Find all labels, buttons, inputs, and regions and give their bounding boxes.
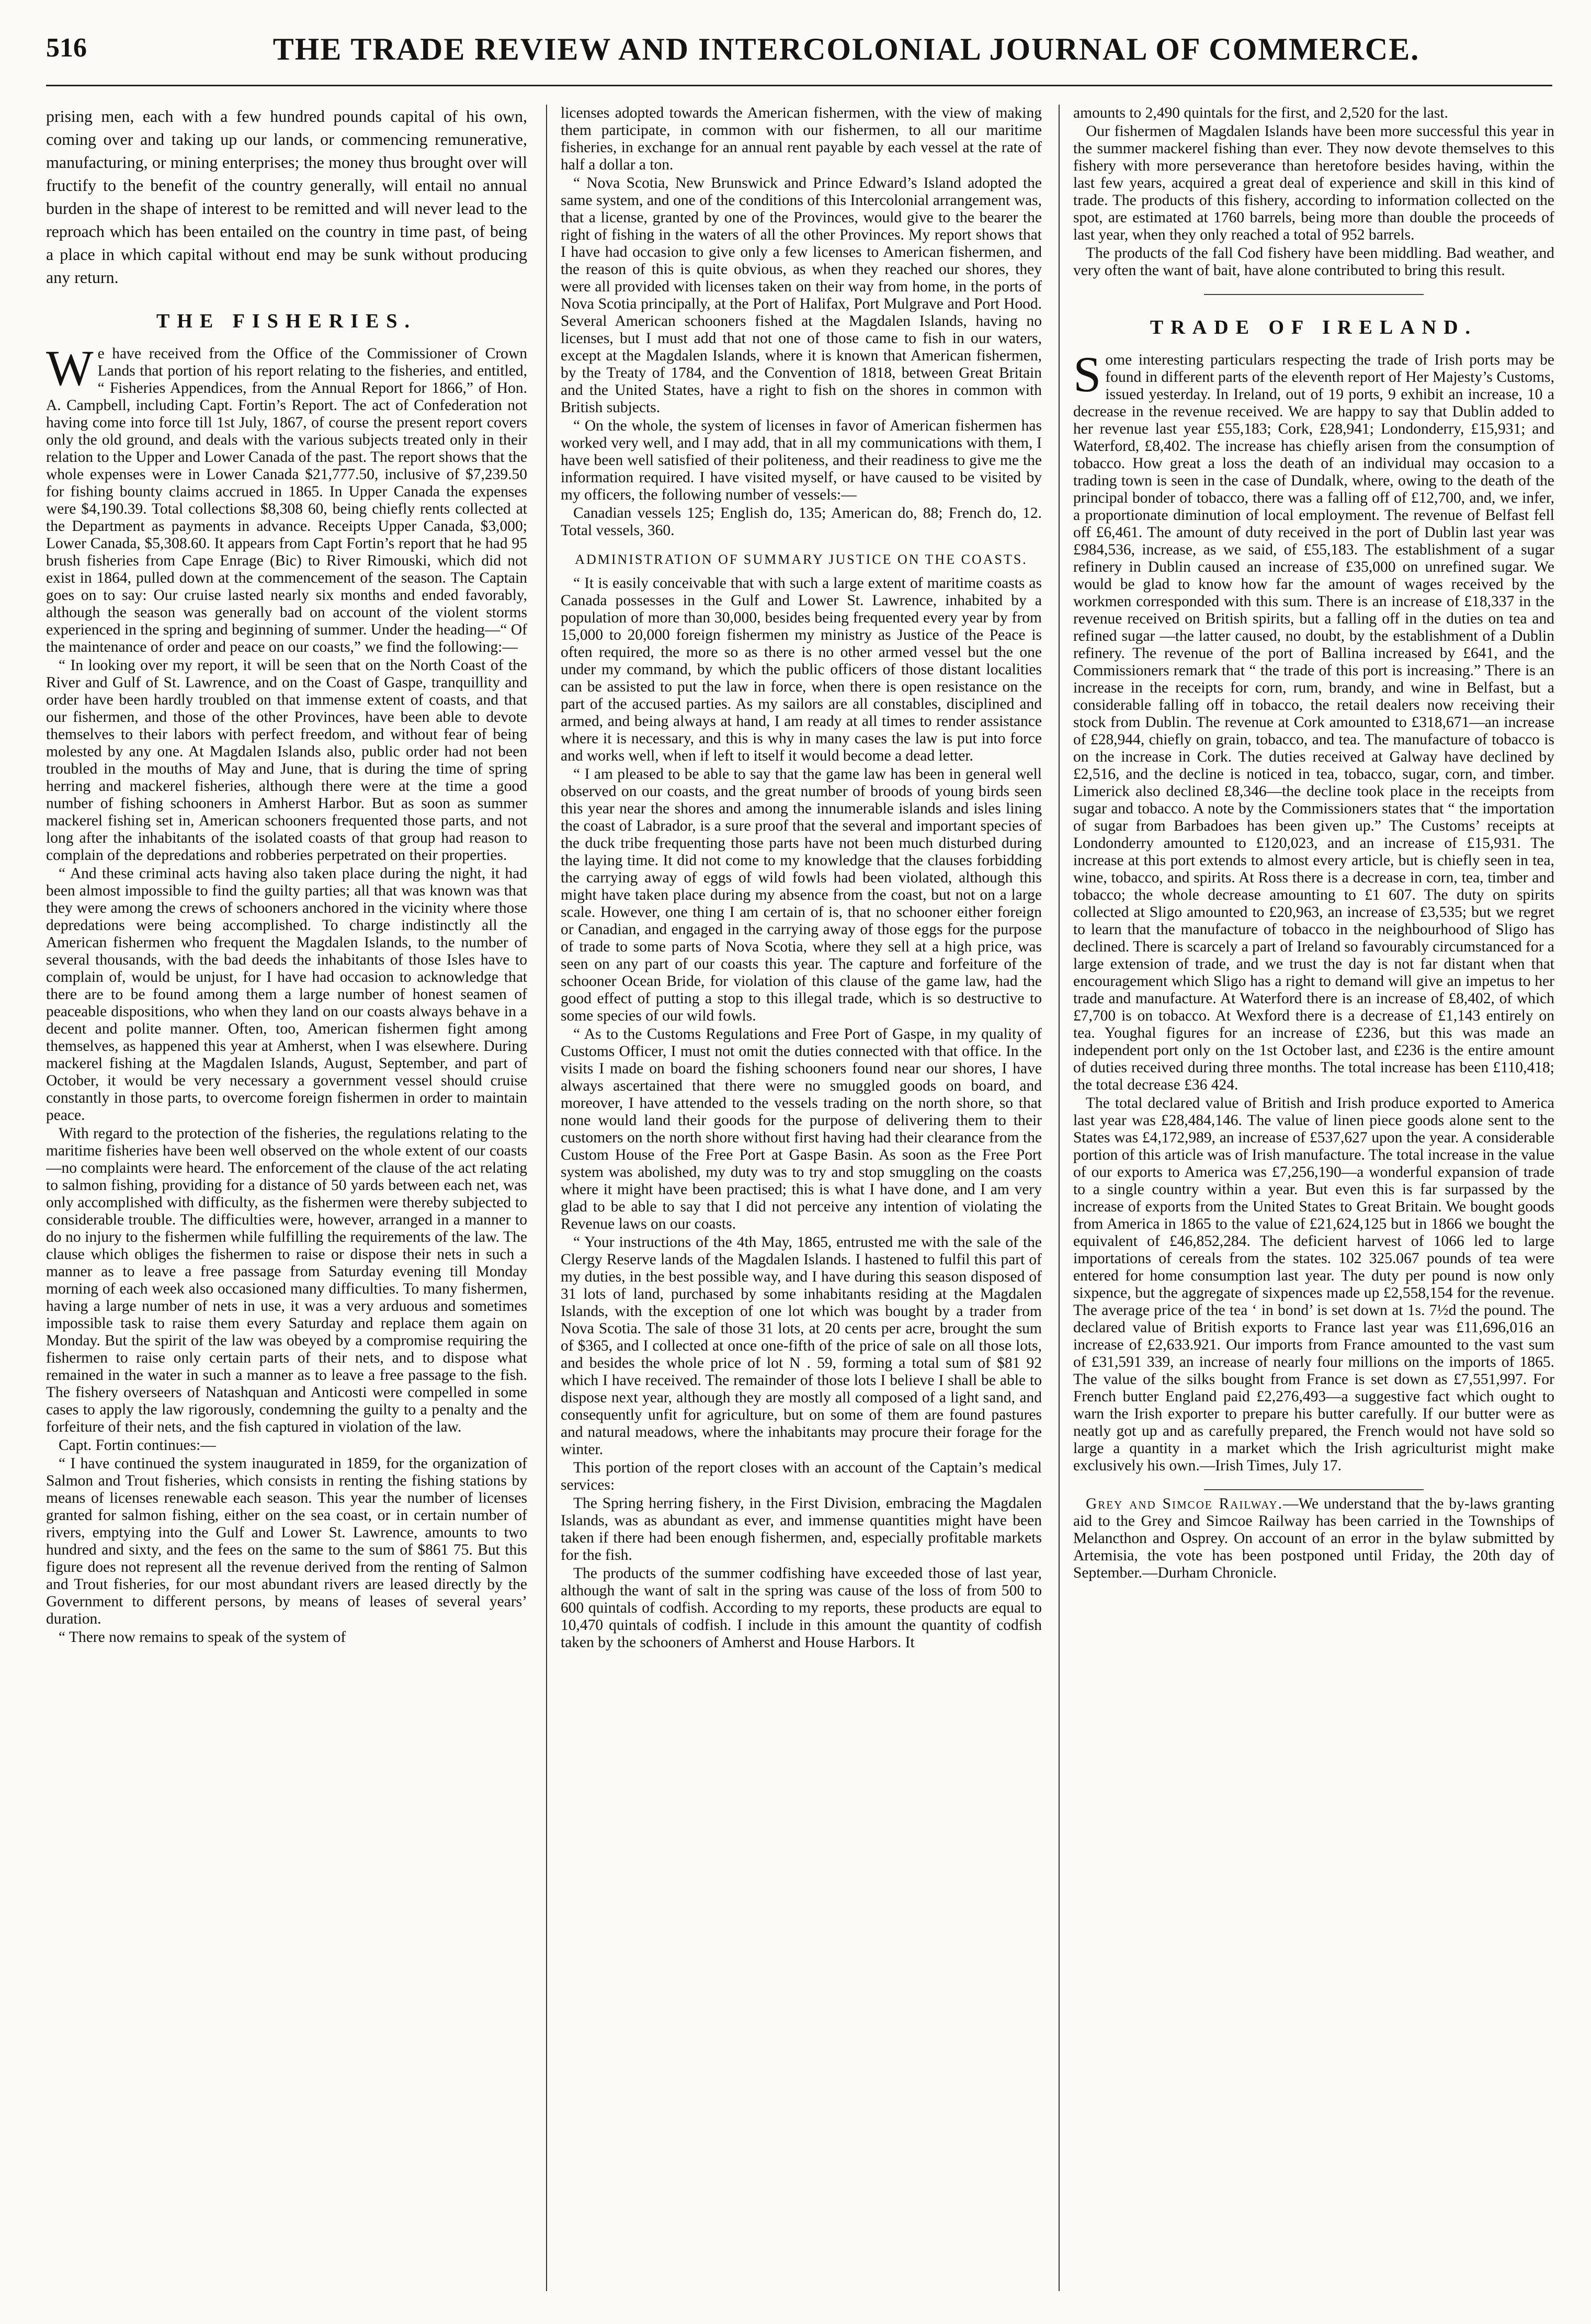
article-paragraph: “ Your instructions of the 4th May, 1865, entrusted me with the sale of the Clergy Reserve lands of the Magdalen Islands. I hastened to fulfil this part of my duties, in the best possible way, and I have during this season disposed of 31 lots of land, purchased by some inhabitants residing at the Magdalen Islands, with the exception of one lot which was bought by a trader from Nova Scotia. The sale of those 31 lots, at 20 cents per acre, brought the sum of $365, and I collected at once one-fifth of the price of sale on all those lots, and besides the whole price of lot N . 59, forming a total sum of $81 92 which I have received. The remainder of those lots I believe I shall be able to dispose next year, although they are mostly all composed of a light sand, and consequently unfit for agriculture, but on some of them are found pastures and natural meadows, where the inhabitants may procure their forage for the winter. [561,1234,1042,1458]
article-paragraph: Canadian vessels 125; English do, 135; American do, 88; French do, 12. Total vessels, 360. [561,505,1042,539]
page-header [46,27,1552,86]
railway-lead: Grey and Simcoe Railway. [1086,1495,1283,1512]
section-divider [1204,1489,1424,1490]
article-paragraph: amounts to 2,490 quintals for the first, and 2,520 for the last. [1073,105,1448,121]
article-paragraph: “ As to the Customs Regulations and Free Port of Gaspe, in my quality of Customs Officer, I must not omit the duties connected with that office. In the visits I made on board the fishing schooners found near our shores, I have always ascertained that there were no smuggled goods on board, and moreover, I have attended to the vessels trading on the north shore, so that none would land their goods for the purpose of delivering them to their customers on the north shore without first having had their clearance from the Custom House of the Free Port at Gaspe Basin. As soon as the Free Port system was abolished, my duty was to try and stop smuggling on the coasts where it might have been practised; this is what I have done, and I am very glad to be able to say that I did not perceive any intention of violating the Revenue laws on our coasts. [561,1026,1042,1232]
article-paragraph: “ There now remains to speak of the system of [59,1629,346,1646]
column-3 [1073,105,1554,2302]
article-paragraph: “ In looking over my report, it will be seen that on the North Coast of the River and Gulf of St. Lawrence, and on the Coast of Gaspe, tranquillity and order have been hardly troubled on that immense extent of coasts, and that our fishermen, and those of the other Provinces, have been able to devote themselves to their labors with perfect freedom, and without fear of being molested by any one. At Magdalen Islands also, public order had not been troubled in the mouths of May and June, that is during the time of spring herring and mackerel fisheries, although there were at the time a good number of fishing schooners in Amherst Harbor. But as soon as summer mackerel fishing set in, American schooners frequented those parts, and not long after the inhabitants of the isolated coasts of that group had reason to complain of the depredations and robberies perpetrated on their properties. [46,657,527,864]
column-divider [1059,105,1060,2291]
railway-text: —We understand that the by-laws granting aid to the Grey and Simcoe Railway has been carried in the Townships of Melancthon and Osprey. On account of an error in the bylaw submitted by Artemisia, the vote has been postponed until Friday, the 20th day of September.—Durham Chronicle. [1073,1495,1554,1581]
ireland-heading: TRADE OF IRELAND. [1150,316,1478,338]
article-paragraph: “ Nova Scotia, New Brunswick and Prince Edward’s Island adopted the same system, and one of the conditions of this Intercolonial arrangement was, that a license, granted by one of the Provinces, would give to the bearer the right of fishing in the waters of all the other Provinces. My report shows that I have had occasion to give only a few licenses to American fishermen, and the reason of this is quite obvious, as when they reached our shores, they were all provided with licenses taken on their way from home, in the ports of Nova Scotia principally, at the Port of Halifax, Port Mulgrave and Port Hood. Several American schooners fished at the Magdalen Islands, having no licenses, but I must add that not one of those came to fish in our waters, except at the Magdalen Islands, where it is known that American fishermen, by the Treaty of 1784, and the Convention of 1818, between Great Britain and the United States, have a right to fish on the shores in common with British subjects. [561,175,1042,416]
article-paragraph: This portion of the report closes with an account of the Captain’s medical services: [561,1459,1042,1493]
article-paragraph: With regard to the protection of the fisheries, the regulations relating to the maritime fisheries have been well observed on the whole extent of our coasts —no complaints were heard. The enforcement of the clause of the act relating to salmon fishing, providing for a distance of 50 yards between each net, was only accomplished with difficulty, as the fishermen were thereby subjected to considerable trouble. The difficulties were, however, arranged in a manner to do no injury to the fishermen while fulfilling the requirements of the law. The clause which obliges the fishermen to raise or dispose their nets in such a manner as to leave a free passage from Saturday evening till Monday morning of each week also occasioned many difficulties. To many fishermen, having a large number of nets in use, it was a very arduous and sometimes impossible task to raise them every Saturday and replace them again on Monday. But the spirit of the law was obeyed by a compromise requiring the fishermen to raise only certain parts of their nets, and to dispose what remained in the water in such a manner as to leave a free passage to the fish. The fishery overseers of Natashquan and Anticosti were compelled in some cases to apply the law rigorously, condemning the guilty to a penalty and the forfeiture of their nets, and the fish captured in violation of the law. [46,1125,527,1435]
article-paragraph: We have received from the Office of the Commissioner of Crown Lands that portion of his report relating to the fisheries, and entitled, “ Fisheries Appendices, from the Annual Report for 1866,” of Hon. A. Campbell, including Capt. Fortin’s Report. The act of Confederation not having come into force till 1st July, 1867, of course the present report covers only the old ground, and deals with the various subjects treated only in their relation to the Upper and Lower Canada of the past. The report shows that the whole expenses were in Lower Canada $21,777.50, inclusive of $7,239.50 for fishing bounty claims accrued in 1865. In Upper Canada the expenses were $4,190.39. Total collections $8,308 60, being chiefly rents collected at the Department as payments in advance. Receipts Upper Canada, $3,000; Lower Canada, $5,308.60. It appears from Capt Fortin’s report that he had 95 brush fisheries from Cape Enrage (Bic) to River Rimouski, which did not exist in 1864, pulled down at the commencement of the season. The Captain goes on to say: Our cruise lasted nearly six months and ended favorably, although the season was generally bad on account of the violent storms experienced in the spring and beginning of summer. Under the heading—“ Of the maintenance of order and peace on our coasts,” we find the following:— [46,340,527,655]
column-2 [561,105,1042,2302]
article-paragraph: The products of the fall Cod fishery have been middling. Bad weather, and very often the want of bait, have alone contributed to bring this result. [1073,245,1554,279]
section-subheading: ADMINISTRATION OF SUMMARY JUSTICE ON THE COASTS. [575,552,1028,567]
article-paragraph: Some interesting particulars respecting the trade of Irish ports may be found in different parts of the eleventh report of Her Majesty’s Customs, issued yesterday. In Ireland, out of 19 ports, 9 exhibit an increase, 10 a decrease in the revenue received. We are happy to say that Dublin added to her revenue last year £55,183; Cork, £28,941; Londonderry, £15,931; and Waterford, £8,402. The increase has chiefly arisen from the consumption of tobacco. How great a loss the death of an individual may occasion to a trading town is seen in the case of Dundalk, where, owing to the death of the principal bonder of tobacco, there was a falling off of £12,700, and, we infer, a proportionate diminution of local employment. The revenue of Belfast fell off £6,461. The amount of duty received in the port of Dublin last year was £984,536, increase, as we said, of £55,183. The establishment of a sugar refinery in Dublin caused an increase of £35,000 on unrefined sugar. We would be glad to know how far the amount of wages received by the workmen corresponded with this sum. There is an increase of £18,337 in the revenue received on British spirits, but a falling off in the duties on tea and refined sugar —the latter caused, no doubt, by the establishment of a Dublin refinery. The revenue of the port of Ballina increased by £641, and the Commissioners remark that “ the trade of this port is increasing.” There is an increase in the receipts for corn, rum, brandy, and wine in Belfast, but a considerable falling off in tobacco, the retail dealers now receiving their stock from Dublin. The revenue at Cork amounted to £318,671—an increase of £28,944, chiefly on grain, tobacco, and tea. The manufacture of tobacco is on the increase in Cork. The duties received at Galway have declined by £2,516, and the decline is noticed in tea, tobacco, sugar, corn, and timber. Limerick also declined £8,346—the decline took place in the receipts from sugar and tobacco. A note by the Commissioners states that “ the importation of sugar from Barbadoes has been given up.” The Customs’ receipts at Londonderry amounted to £120,023, and an increase of £15,931. The increase at this port extends to almost every article, but is chiefly seen in tea, wine, tobacco, and spirits. At Ross there is a decrease in corn, tea, timber and tobacco; the whole decrease amounting to £1 607. The duty on spirits collected at Sligo amounted to £20,963, an increase of £3,535; but we regret to learn that the manufacture of tobacco in the neighbourhood of Sligo has declined. There is scarcely a part of Ireland so favourably circumstanced for a large extension of trade, and we trust the day is not far distant when that encouragement which Sligo has a right to demand will give an impetus to her trade and manufacture. At Waterford there is an increase of £8,402, of which £7,700 is on tobacco. At Wexford there is a decrease of £1,143 entirely on tea. Youghal figures for an increase of £236, but this was made an independent port only on the 1st October last, and £236 is the entire amount of duties received during three months. The total increase has been £110,418; the total decrease £36 424. [1073,346,1554,1093]
section-divider [1204,294,1424,295]
column-1 [46,105,527,2302]
intro-block [46,105,527,289]
article-paragraph: The products of the summer codfishing have exceeded those of last year, although the want of salt in the spring was cause of the loss of from 500 to 600 quintals of codfish. According to my reports, these products are equal to 10,470 quintals of codfish. I include in this amount the quantity of codfish taken by the schooners of Amherst and House Harbors. It [561,1565,1042,1651]
article-paragraph: “ I am pleased to be able to say that the game law has been in general well observed on our coasts, and the great number of broods of young birds seen this year near the shores and among the innumerable islands and isles lining the coast of Labrador, is a sure proof that the several and important species of the duck tribe frequenting those parts have not been much disturbed during the laying time. It did not come to my knowledge that the clauses forbidding the carrying away of eggs of wild fowls had been violated, although this might have taken place during my absence from the coast, but not on a large scale. However, one thing I am certain of is, that no schooner either foreign or Canadian, and engaged in the carrying away of those eggs for the purpose of trade to some parts of Nova Scotia, where they sell at a high price, was seen on any part of our coasts this year. The capture and forfeiture of the schooner Ocean Bride, for violation of this clause of the game law, had the good effect of putting a stop to this illegal trade, which is so destructive to some species of our wild fowls. [561,766,1042,1024]
article-paragraph: “ On the whole, the system of licenses in favor of American fishermen has worked very well, and I may add, that in all my communications with them, I have been well satisfied of their politeness, and their readiness to give me the information required. I have visited myself, or have caused to be visited by my officers, the following number of vessels:— [561,417,1042,503]
page-number: 516 [46,33,87,63]
article-paragraph: “ And these criminal acts having also taken place during the night, it had been almost impossible to find the guilty parties; all that was known was that they were among the crews of schooners anchored in the vicinity where those depredations were being accomplished. To charge indistinctly all the American fishermen who frequent the Magdalen Islands, to the number of several thousands, with the bad deeds the inhabitants of those Isles have to complain of, would be unjust, for I have had occasion to acknowledge that there are to be found among them a large number of honest seamen of peaceable dispositions, who when they land on our coasts always behave in a decent and polite manner. Often, too, American fishermen fight among themselves, as happened this year at Amherst, when I was elsewhere. During mackerel fishing at the Magdalen Islands, August, September, and part of October, it would be very necessary a government vessel should cruise constantly in those parts, to overcome foreign fishermen in order to maintain peace. [46,865,527,1124]
article-paragraph: Our fishermen of Magdalen Islands have been more successful this year in the summer mackerel fishing than ever. They now devote themselves to this fishery with more perseverance than heretofore besides having, within the last few years, acquired a great deal of experience and skill in this kind of trade. The products of this fishery, according to information collected on the spot, are estimated at 1760 barrels, being more than double the proceeds of last year, when they only reached a total of 952 barrels. [1073,123,1554,243]
fisheries-heading: THE FISHERIES. [156,310,417,332]
article-paragraph: “ It is easily conceivable that with such a large extent of maritime coasts as Canada possesses in the Gulf and Lower St. Lawrence, inhabited by a population of more than 30,000, besides being frequented every year by from 15,000 to 20,000 foreign fishermen my ministry as Justice of the Peace is often required, the more so as there is no other armed vessel but the one under my command, by which the public officers of those distant localities can be assisted to put the law in force, when there is open resistance on the part of the accused parties. As my sailors are all constables, disciplined and armed, and being always at hand, I am ready at all times to render assistance where it is necessary, and this is why in many cases the law is put into force and works well, when if left to itself it would become a dead letter. [561,575,1042,764]
article-paragraph: The Spring herring fishery, in the First Division, embracing the Magdalen Islands, was as abundant as ever, and immense quantities might have been taken if there had been enough fishermen, and, especially profitable markets for the fish. [561,1495,1042,1563]
intro-paragraph: prising men, each with a few hundred pounds capital of his own, coming over and taking up our lands, or commencing remunerative, manufacturing, or mining enterprises; the money thus brought over will fructify to the benefit of the country generally, will entail no annual burden in the shape of interest to be remitted and will never lead to the reproach which has been entailed on the country in time past, of being a place in which capital without end may be sunk without producing any return. [46,107,527,287]
article-paragraph: licenses adopted towards the American fishermen, with the view of making them participate, in common with our fishermen, to all our maritime fisheries, in exchange for an annual rent payable by each vessel at the rate of half a dollar a ton. [561,105,1042,173]
column-divider [546,105,547,2291]
article-paragraph: “ I have continued the system inaugurated in 1859, for the organization of Salmon and Trout fisheries, which consists in renting the fishing stations by means of licenses renewable each season. This year the number of licenses granted for salmon fishing, either on the sea coast, or in certain number of rivers, emptying into the Gulf and Lower St. Lawrence, amounts to two hundred and sixty, and the fees on the same to the sum of $861 75. But this figure does not represent all the revenue derived from the renting of Salmon and Trout fisheries, for our most abundant rivers are leased directly by the Government to different persons, by means of leases of several years’ duration. [46,1455,527,1627]
railway-paragraph [1073,1495,1554,1582]
article-paragraph: The total declared value of British and Irish produce exported to America last year was £28,484,146. The value of linen piece goods alone sent to the States was £4,172,989, an increase of £537,627 upon the year. A considerable portion of this article was of Irish manufacture. The total increase in the value of our exports to America was £7,256,190—a wonderful expansion of trade to a single country within a year. But even this is far surpassed by the increase of exports from the United States to Great Britain. We bought goods from America in 1865 to the value of £21,624,125 but in 1866 we bought the equivalent of £46,852,284. The deficient harvest of 1066 led to large importations of cereals from the states. 102 325.067 pounds of tea were entered for home consumption last year. The duty per pound is now only sixpence, but the aggregate of sixpences made up £2,558,154 for the revenue. The average price of the tea ‘ in bond’ is set down at 1s. 7½d the pound. The declared value of British exports to France last year was £11,696,016 an increase of £2,633.921. Our imports from France amounted to the vast sum of £31,591 339, an increase of nearly four millions on the imports of 1865. The value of the silks bought from France is set down as £7,551,997. For French butter England paid £2,276,493—a suggestive fact which ought to warn the Irish exporter to prepare his butter carefully. If our butter were as neatly got up and as carefully prepared, the French would not have sold so large a quantity in a market which the Irish agriculturist might make exclusively his own.—Irish Times, July 17. [1073,1095,1554,1474]
article-paragraph: Capt. Fortin continues:— [59,1437,216,1454]
running-title: THE TRADE REVIEW AND INTERCOLONIAL JOURNAL OF COMMERCE. [272,32,1420,66]
